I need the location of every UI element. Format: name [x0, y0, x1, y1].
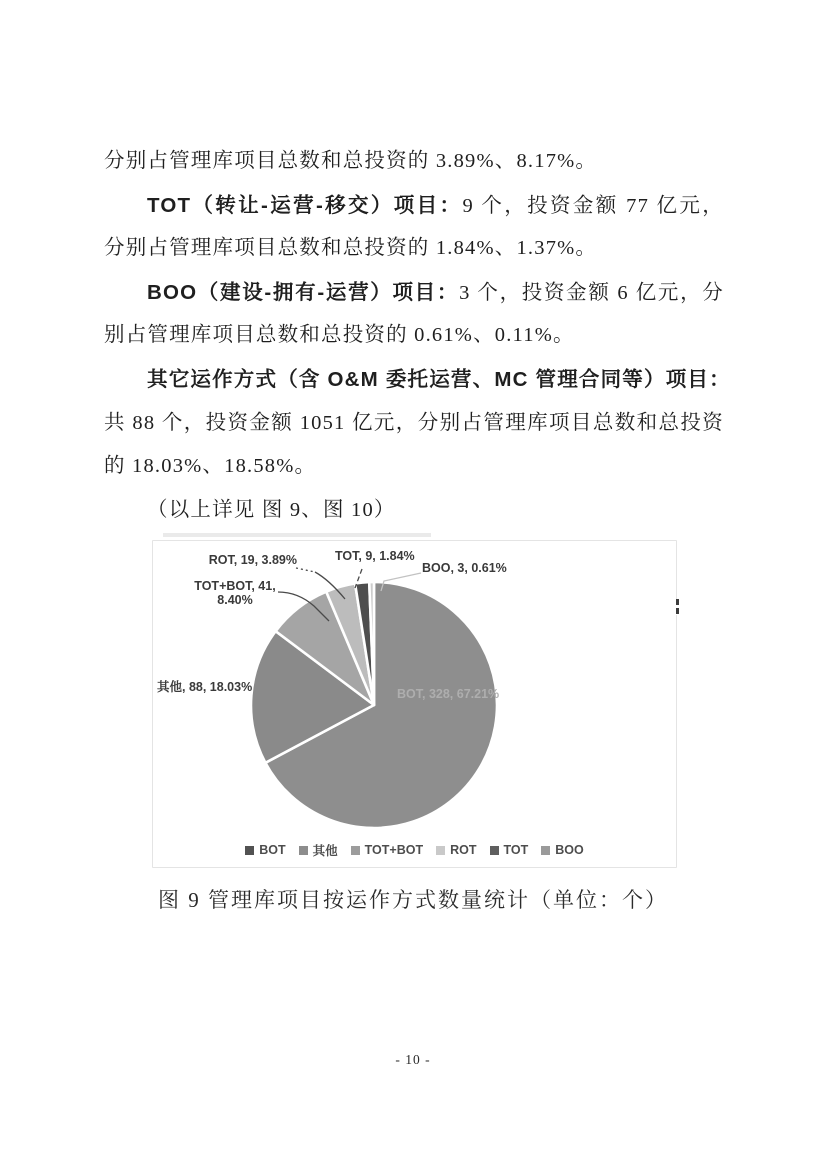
text-run: 别占管理库项目总数和总投资的 0.61%、0.11%。 [104, 324, 575, 347]
text-line [104, 314, 724, 358]
legend-swatch-icon [436, 846, 445, 855]
legend-item-其他 [299, 841, 338, 859]
text-line [104, 140, 724, 184]
text-line [104, 489, 724, 533]
text-line [104, 184, 724, 228]
legend-label: TOT [503, 843, 529, 857]
text-line [104, 445, 724, 489]
pie-label-ROT: ROT, 19, 3.89% [208, 553, 297, 567]
chart-legend [153, 841, 676, 859]
legend-swatch-icon [299, 846, 308, 855]
text-run-bold: BOO（建设-拥有-运营）项目： [147, 280, 460, 304]
legend-item-BOO [541, 843, 583, 857]
legend-item-TOT [490, 843, 529, 857]
legend-swatch-icon [245, 846, 254, 855]
text-line [104, 358, 731, 402]
text-run: 3 个，投资金额 6 亿元，分 [459, 281, 724, 304]
text-run: （以上详见 图 9、图 10） [147, 498, 396, 521]
text-line [104, 227, 724, 271]
legend-label: BOT [259, 843, 286, 857]
legend-label: ROT [450, 843, 477, 857]
scan-smudge [163, 533, 431, 537]
legend-label: 其他 [312, 844, 338, 858]
text-run: 分别占管理库项目总数和总投资的 1.84%、1.37%。 [104, 237, 598, 260]
legend-swatch-icon [351, 846, 360, 855]
text-run-bold: TOT（转让-运营-移交）项目： [147, 193, 463, 217]
pie-label-TOT: TOT, 9, 1.84% [335, 549, 415, 563]
legend-item-BOT [245, 843, 285, 857]
label-leader-line [296, 568, 315, 572]
legend-item-ROT [436, 843, 476, 857]
text-run: 9 个，投资金额 77 亿元， [462, 194, 724, 217]
page-number: - 10 - [395, 1052, 431, 1067]
text-run: 的 18.03%、18.58%。 [104, 455, 317, 478]
text-line [104, 271, 724, 315]
figure-caption: 图 9 管理库项目按运作方式数量统计（单位：个） [158, 888, 668, 912]
text-run: 分别占管理库项目总数和总投资的 3.89%、8.17%。 [104, 150, 598, 172]
text-run-bold: 其它运作方式（含 O&M 委托运营、MC 管理合同等）项目： [147, 367, 731, 391]
pie-label-TOT+BOT: TOT+BOT, 41, 8.40% [194, 579, 276, 607]
text-line [104, 402, 724, 446]
pie-label-BOT: BOT, 328, 67.21% [397, 687, 500, 701]
pie-label-BOO: BOO, 3, 0.61% [422, 561, 507, 575]
legend-swatch-icon [490, 846, 499, 855]
legend-label: BOO [555, 843, 584, 857]
pie-label-其他: 其他, 88, 18.03% [157, 680, 253, 694]
legend-swatch-icon [541, 846, 550, 855]
pie-chart-figure [152, 540, 677, 868]
legend-label: TOT+BOT [364, 843, 424, 857]
scan-artifact [676, 599, 679, 615]
legend-item-TOT+BOT [351, 843, 423, 857]
text-run: 共 88 个，投资金额 1051 亿元，分别占管理库项目总数和总投资 [104, 411, 724, 434]
body-text [104, 140, 731, 532]
